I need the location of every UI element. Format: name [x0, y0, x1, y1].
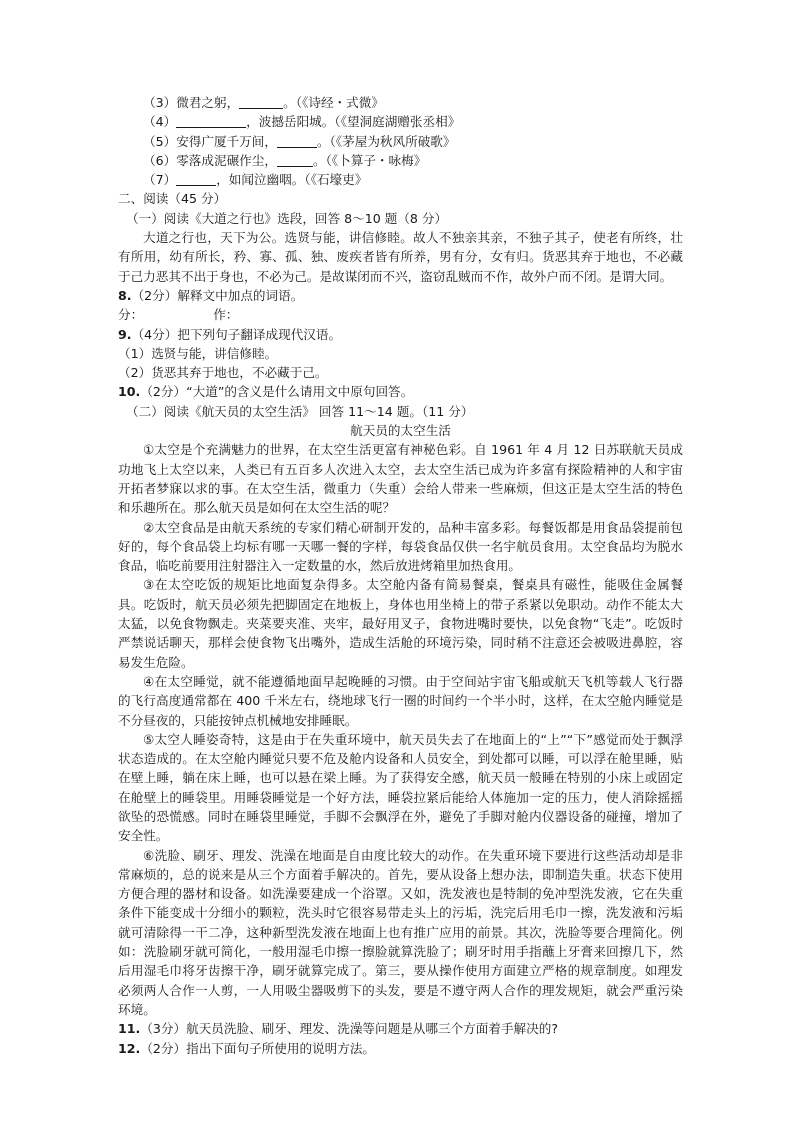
fill-blank[interactable] [277, 134, 317, 148]
fill-blank[interactable] [277, 153, 313, 167]
article-paragraph-2: ②太空食品是由航天系统的专家们精心研制开发的，品种丰富多彩。每餐饭都是用食品袋提前包好的，每个食品袋上均标有哪一天哪一餐的字样，每袋食品仅供一名宇航员食用。太空食品均为脱水食品，临吃前要用注射器注入一定数量的水，然后放进烤箱里加热食用。 [118, 519, 683, 574]
question-9-item-1: （1）选贤与能，讲信修睦。 [118, 345, 278, 361]
exam-page [118, 93, 683, 1058]
part2-heading: （二）阅读《航天员的太空生活》 回答 11～14 题。（11 分） [126, 403, 474, 419]
question-9: 9.（4分）把下列句子翻译成现代汉语。 [118, 326, 342, 342]
article-paragraph-6: ⑥洗脸、刷牙、理发、洗澡在地面是自由度比较大的动作。在失重环境下要进行这些活动却是非常麻烦的，总的说来是从三个方面着手解决的。首先，要从设备上想办法，即制造失重。状态下使用方便合理的器材和设备。如洗澡要建成一个浴罩。又如，洗发液也是特制的免冲型洗发液，它在失重条件下能变成十分细小的颗粒，洗头时它很容易带走头上的污垢，洗完后用毛巾一擦，洗发液和污垢就可清除得一干二净，这种新型洗发液在地面上也有推广应用的前景。其次，洗脸等要合理简化。例如：洗脸刷牙就可简化，一般用湿毛巾擦一擦脸就算洗脸了；刷牙时用手指蘸上牙膏来回擦几下，然后用湿毛巾将牙齿擦干净，刷牙就算完成了。第三，要从操作使用方面建立严格的规章制度。如理发必须两人合作一人剪，一人用吸尘器吸剪下的头发，要是不遵守两人合作的理发规矩，就会严重污染环境。 [118, 847, 683, 1017]
poem-fill-list [118, 93, 683, 189]
question-8-answers: 分： 作： [118, 307, 239, 323]
question-9-item-2: （2）货恶其弃于地也，不必藏于己。 [118, 365, 328, 381]
fill-blank[interactable] [176, 114, 246, 128]
question-10: 10.（2分）“大道”的含义是什么请用文中原句回答。 [118, 384, 414, 400]
article-paragraph-3: ③在太空吃饭的规矩比地面复杂得多。太空舱内备有简易餐桌，餐桌具有磁性，能吸住金属餐具。吃饭时，航天员必须先把脚固定在地板上，身体也用坐椅上的带子系紧以免职动。动作不能太大太猛，以免食物飘走。夹菜要夹准、夹牢，最好用叉子，食物进嘴时要快，以免食物“飞走”。吃饭时严禁说话聊天，那样会使食物飞出嘴外，造成生活舱的环境污染，同时稍不注意还会被吸进鼻腔，容易发生危险。 [118, 577, 683, 670]
article-title: 航天员的太空生活 [350, 423, 451, 439]
poem-line-5: （5）安得广厦千万间， 。（《茅屋为秋风所破歌》 [143, 133, 456, 149]
question-8: 8.（2分）解释文中加点的词语。 [118, 287, 304, 303]
part1-heading: （一）阅读《大道之行也》选段，回答 8～10 题（8 分） [126, 210, 448, 226]
fill-blank[interactable] [239, 95, 283, 109]
question-11: 11.（3分）航天员洗脸、刷牙、理发、洗澡等问题是从哪三个方面着手解决的? [118, 1021, 559, 1037]
poem-line-7: （7） ，如闻泣幽咽。（《石壕吏》 [143, 172, 368, 188]
article-paragraph-4: ④在太空睡觉，就不能遵循地面早起晚睡的习惯。由于空间站宇宙飞船或航天飞机等载人飞行器的飞行高度通常都在 400 千米左右，绕地球飞行一圈的时间约一个半小时，这样，在太空舱内睡觉是不分昼夜的，只能按钟点机械地安排睡眠。 [118, 673, 683, 728]
article-paragraph-5: ⑤太空人睡姿奇特，这是由于在失重环境中，航天员失去了在地面上的“上”“下”感觉而处于飘浮状态造成的。在太空舱内睡觉只要不危及舱内设备和人员安全，到处都可以睡，可以浮在舱里睡，贴在壁上睡，躺在床上睡，也可以悬在梁上睡。为了获得安全感，航天员一般睡在特别的小床上或固定在舱壁上的睡袋里。用睡袋睡觉是一个好方法，睡袋拉紧后能给人体施加一定的压力，使人消除摇摇欲坠的恐慌感。同时在睡袋里睡觉，手脚不会飘浮在外，避免了手脚对舱内仪器设备的碰撞，增加了安全性。 [118, 731, 683, 844]
article-paragraph-1: ①太空是个充满魅力的世界，在太空生活更富有神秘色彩。自 1961 年 4 月 12 日苏联航天员成功地飞上太空以来，人类已有五百多人次进入太空，去太空生活已成为许多富有探险精神的人和宇宙开拓者梦寐以求的事。在太空生活，微重力（失重）会给人带来一些麻烦，但这正是太空生活的特色和乐趣所在。那么航天员是如何在太空生活的呢？ [118, 442, 683, 516]
poem-line-6: （6）零落成泥碾作尘， 。（《卜算子・咏梅》 [143, 152, 427, 168]
poem-line-4: （4） ，波撼岳阳城。（《望洞庭湖赠张丞相》 [143, 114, 461, 130]
poem-line-3: （3）微君之躬， 。（《诗经・式微》 [143, 95, 384, 110]
question-12: 12.（2分）指出下面句子所使用的说明方法。 [118, 1040, 376, 1056]
fill-blank[interactable] [176, 172, 216, 186]
classical-passage: 大道之行也，天下为公。选贤与能，讲信修睦。故人不独亲其亲，不独子其子，使老有所终，壮有所用，幼有所长，矜、寡、孤、独、废疾者皆有所养，男有分，女有归。货恶其弃于地也，不必藏于己力恶其不出于身也，不必为己。是故谋闭而不兴，盗窃乱贼而不作，故外户而不闭。是谓大同。 [118, 230, 683, 284]
section-heading: 二、阅读（45 分） [118, 191, 227, 207]
